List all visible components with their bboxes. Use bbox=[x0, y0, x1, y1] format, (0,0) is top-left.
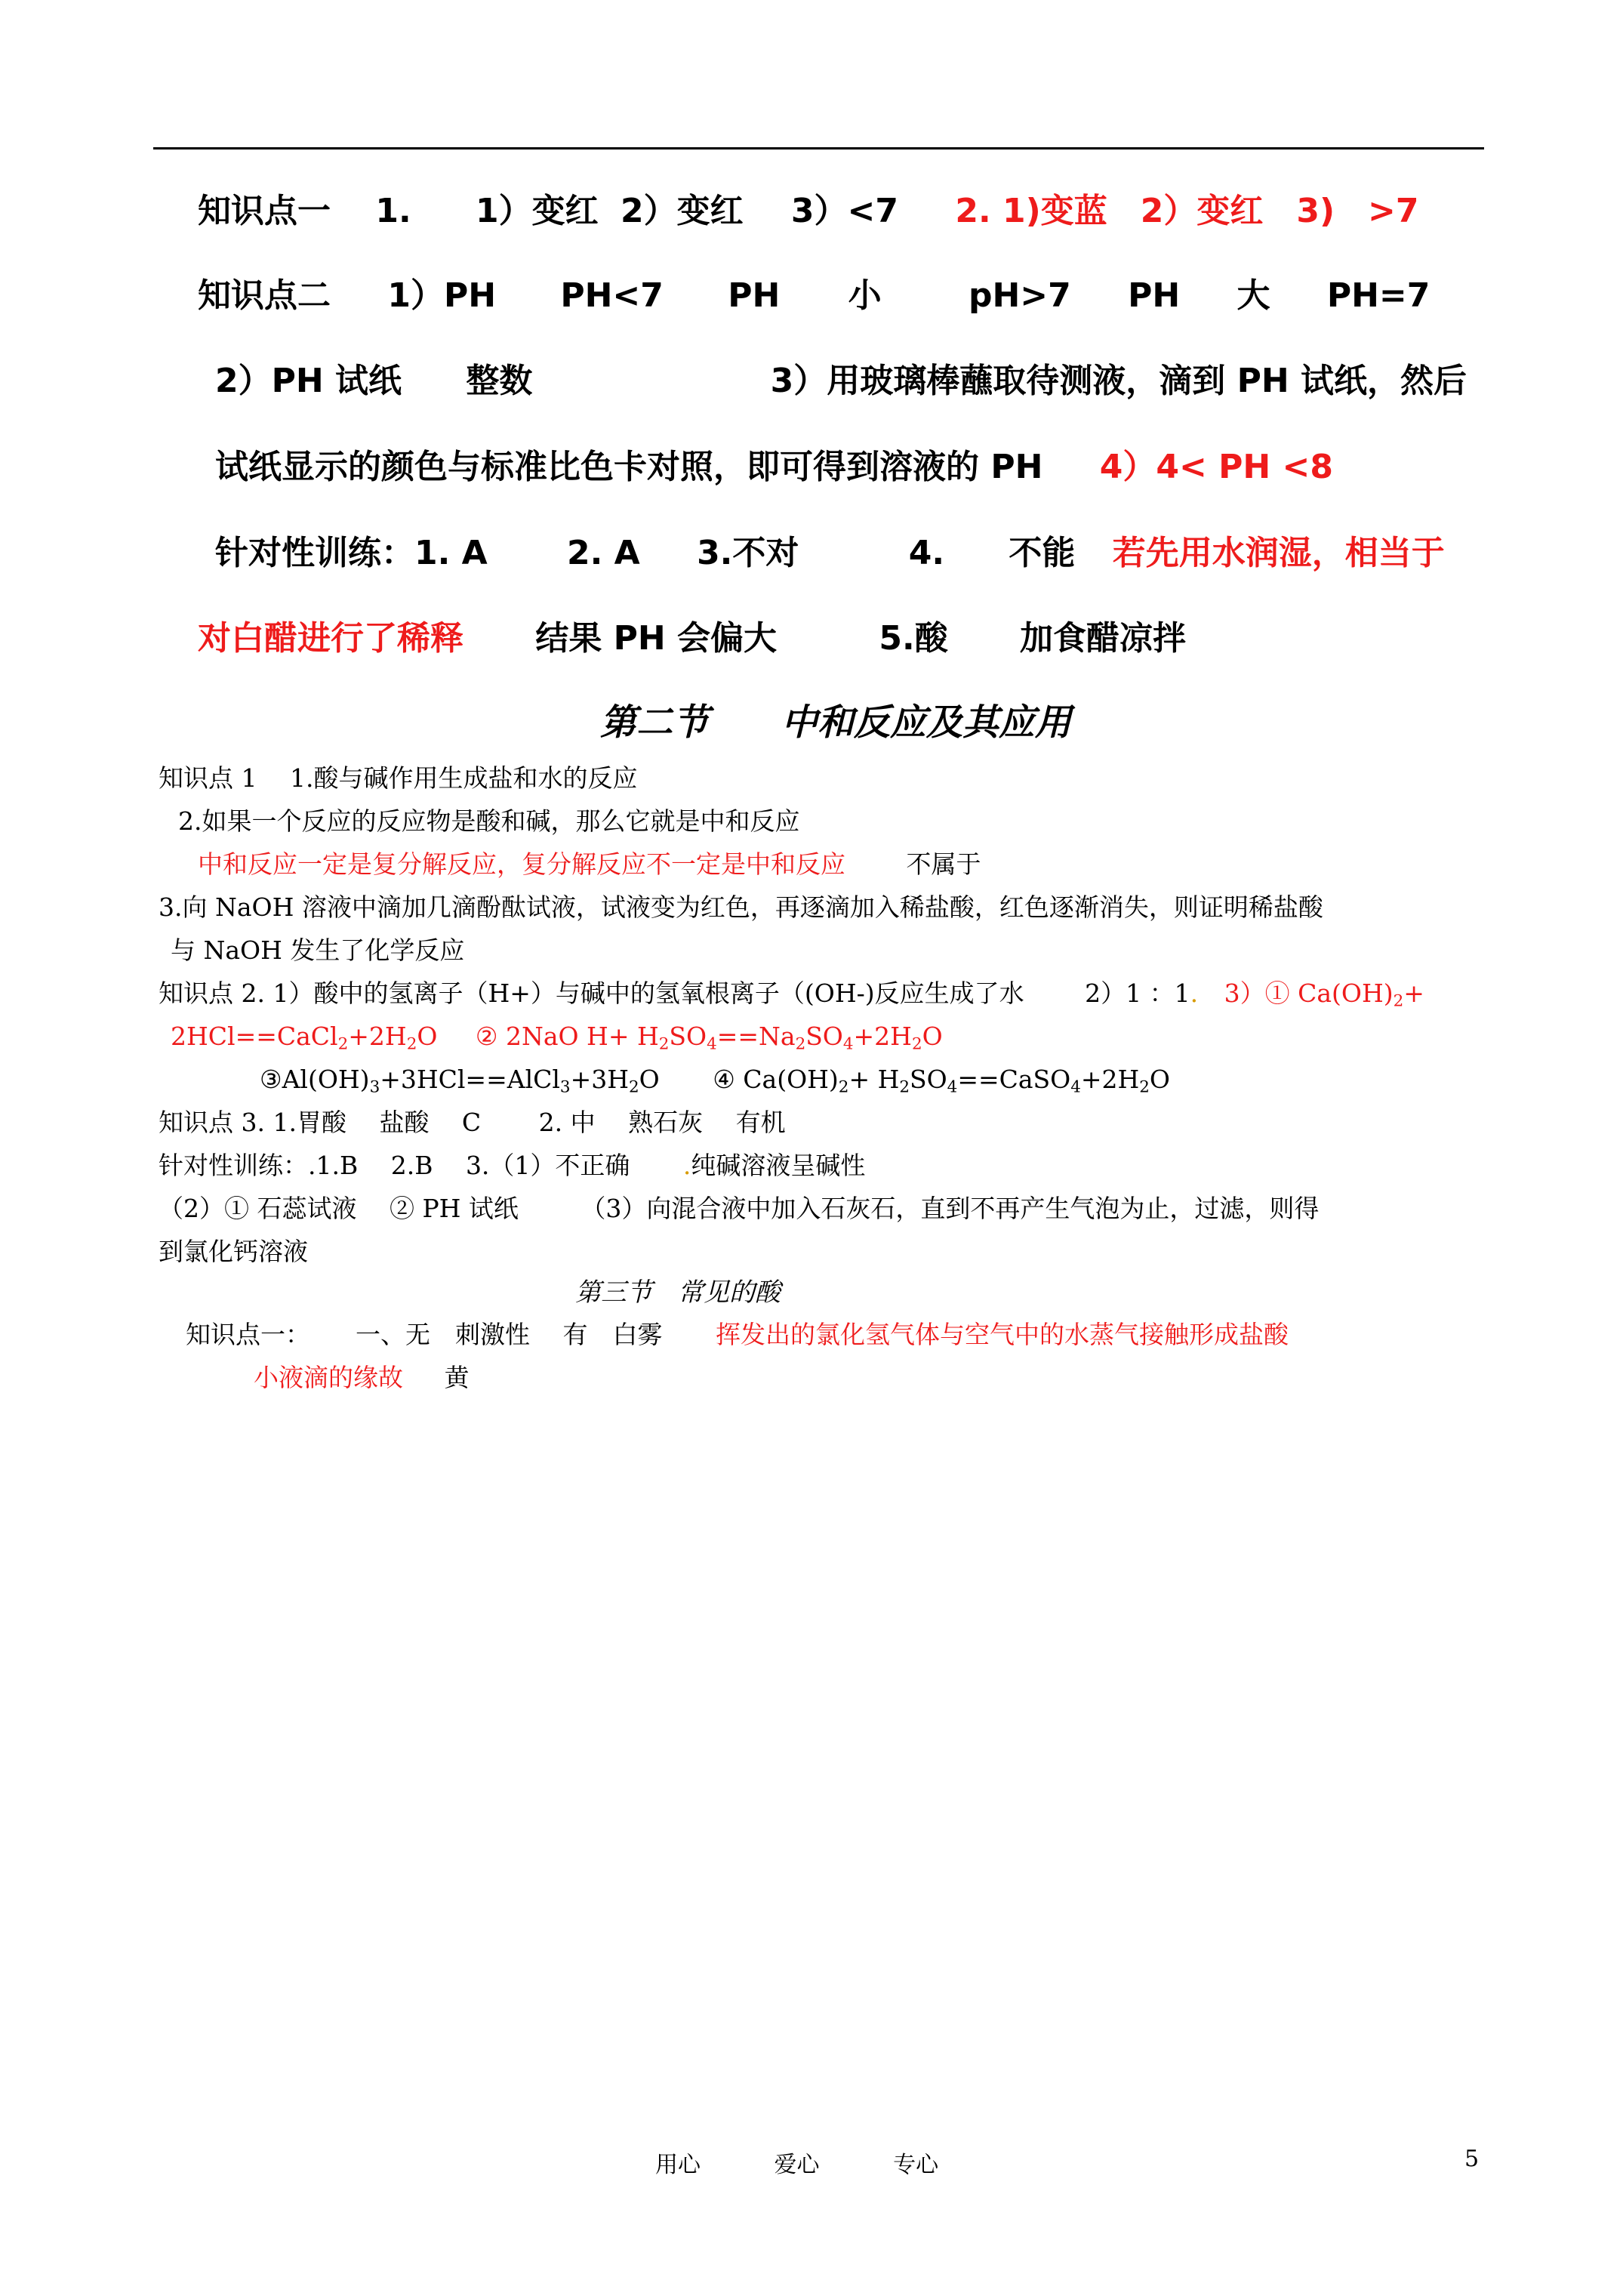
s2-line10-a: 针对性训练：.1.B 2.B 3.（1）不正确 bbox=[159, 1151, 630, 1180]
s2-line10 bbox=[159, 1148, 865, 1183]
eq2-sub: 2 bbox=[337, 1034, 349, 1054]
eq2-sub: 2 bbox=[795, 1034, 806, 1054]
s2-line10-b: 纯碱溶液呈碱性 bbox=[691, 1151, 866, 1180]
eq2-part: O bbox=[417, 1022, 438, 1051]
train1-line2-red: 对白醋进行了稀释 bbox=[198, 619, 463, 658]
eq3-second bbox=[713, 1065, 1170, 1097]
k2-item: PH=7 bbox=[1326, 276, 1431, 315]
k2-line3 bbox=[215, 445, 1333, 490]
eq3-part: + H bbox=[848, 1065, 900, 1094]
eq3-sub: 4 bbox=[947, 1077, 958, 1097]
k2-line3-red: 4）4< PH <8 bbox=[1099, 448, 1334, 486]
k1-c: 3）<7 bbox=[790, 192, 899, 230]
s3-line1-red: 挥发出的氯化氢气体与空气中的水蒸气接触形成盐酸 bbox=[715, 1320, 1289, 1349]
s3-line2-red: 小液滴的缘故 bbox=[254, 1363, 403, 1392]
s2-line9: 知识点 3. 1.胃酸 盐酸 C 2. 中 熟石灰 有机 bbox=[159, 1108, 786, 1137]
k2-item: pH>7 bbox=[968, 276, 1071, 315]
train1-line2-b: 结果 PH 会偏大 bbox=[535, 619, 778, 658]
k1-n1: 1. bbox=[375, 192, 411, 230]
k2-item: PH bbox=[1128, 276, 1181, 315]
page-number: 5 bbox=[1464, 2146, 1480, 2172]
s2-line6-dot: . bbox=[1190, 978, 1199, 1008]
k2-item: 小 bbox=[848, 276, 882, 315]
eq2-part: ② 2NaO H+ H bbox=[475, 1022, 659, 1051]
s2-line8-eq bbox=[260, 1062, 1170, 1105]
s3-line1-black: 知识点一： 一、无 刺激性 有 白雾 bbox=[186, 1320, 663, 1349]
eq3-sub: 3 bbox=[559, 1077, 571, 1097]
eq1-part: 3）① Ca(OH) bbox=[1224, 978, 1394, 1008]
s2-line3-black: 不属于 bbox=[906, 849, 981, 879]
eq3-sub: 2 bbox=[629, 1077, 639, 1097]
eq2-sub: 2 bbox=[911, 1034, 922, 1054]
eq2-part: +2H bbox=[348, 1022, 407, 1051]
eq3-sub: 3 bbox=[369, 1077, 380, 1097]
s2-line3 bbox=[198, 847, 981, 882]
eq2-part: 2HCl==CaCl bbox=[171, 1022, 338, 1051]
footer bbox=[655, 2146, 938, 2179]
eq3-part: O bbox=[1149, 1065, 1170, 1094]
s2-line3-red: 中和反应一定是复分解反应，复分解反应不一定是中和反应 bbox=[198, 849, 845, 879]
train1-red: 若先用水润湿，相当于 bbox=[1112, 534, 1445, 572]
eq3-part: ④ Ca(OH) bbox=[713, 1065, 839, 1094]
eq3-sub: 2 bbox=[838, 1077, 849, 1097]
eq3-part: +3HCl==AlCl bbox=[380, 1065, 560, 1094]
train1-line2-d: 加食醋凉拌 bbox=[1020, 619, 1187, 658]
eq1-part: + bbox=[1403, 978, 1424, 1008]
footer-motto-1: 用心 bbox=[655, 2152, 701, 2178]
s2-line5: 与 NaOH 发生了化学反应 bbox=[171, 935, 465, 965]
eq2-sub: 2 bbox=[658, 1034, 670, 1054]
footer-motto-2: 爱心 bbox=[774, 2152, 820, 2178]
s3-line2 bbox=[254, 1361, 470, 1395]
k2-line bbox=[198, 273, 1430, 319]
k1-a: 1）变红 bbox=[476, 192, 599, 230]
train1-b: 2. A bbox=[567, 534, 640, 572]
eq3-sub: 2 bbox=[1139, 1077, 1150, 1097]
s3-line1 bbox=[186, 1318, 1289, 1352]
s2-line6-b: 2）1 ：1 bbox=[1085, 978, 1190, 1008]
s2-line11: （2）① 石蕊试液 ② PH 试纸 （3）向混合液中加入石灰石，直到不再产生气泡为止，过滤，则得 bbox=[159, 1194, 1320, 1223]
header-rule bbox=[153, 147, 1484, 149]
s2-line10-dot: . bbox=[682, 1151, 691, 1180]
eq2-part: SO bbox=[669, 1022, 707, 1051]
train1-line2-c: 5.酸 bbox=[879, 619, 948, 658]
k2-label: 知识点二 bbox=[198, 276, 331, 315]
s2-line6 bbox=[159, 976, 1424, 1019]
train1-d: 4. bbox=[908, 534, 945, 572]
eq3-part: +2H bbox=[1080, 1065, 1140, 1094]
k1-line bbox=[198, 189, 1419, 234]
eq3-sub: 4 bbox=[1070, 1077, 1081, 1097]
eq3-part: +3H bbox=[570, 1065, 629, 1094]
s2-line12: 到氯化钙溶液 bbox=[159, 1237, 308, 1266]
eq3-part: O bbox=[639, 1065, 660, 1094]
eq2-part: O bbox=[922, 1022, 943, 1051]
eq2-part: +2H bbox=[853, 1022, 912, 1051]
eq2-second bbox=[475, 1022, 943, 1054]
eq2-sub: 4 bbox=[707, 1034, 717, 1054]
k1-b: 2）变红 bbox=[620, 192, 744, 230]
section2-title: 第二节 中和反应及其应用 bbox=[600, 701, 1072, 744]
s2-line7 bbox=[171, 1019, 943, 1062]
k2-line3-a: 试纸显示的颜色与标准比色卡对照，即可得到溶液的 PH bbox=[215, 448, 1043, 486]
train1-line2 bbox=[198, 616, 1186, 661]
eq3-part: ③Al(OH) bbox=[260, 1065, 370, 1094]
train1-e: 不能 bbox=[1009, 534, 1076, 572]
k2-line2-b: 整数 bbox=[466, 362, 533, 400]
s2-line2: 2.如果一个反应的反应物是酸和碱，那么它就是中和反应 bbox=[178, 806, 800, 836]
s2-line1: 知识点 1 1.酸与碱作用生成盐和水的反应 bbox=[159, 763, 638, 793]
footer-motto-3: 专心 bbox=[893, 2152, 939, 2178]
eq2-sub: 2 bbox=[406, 1034, 417, 1054]
eq3-part: ==CaSO bbox=[957, 1065, 1071, 1094]
train1-line bbox=[215, 531, 1445, 576]
k2-line2 bbox=[215, 359, 1467, 404]
s3-line2-black: 黄 bbox=[444, 1363, 470, 1392]
eq1-sub: 2 bbox=[1393, 991, 1404, 1011]
k2-item: PH bbox=[728, 276, 781, 315]
k2-item: PH<7 bbox=[560, 276, 664, 315]
eq2-sub: 4 bbox=[842, 1034, 854, 1054]
eq3-part: SO bbox=[910, 1065, 947, 1094]
k1-label: 知识点一 bbox=[198, 192, 331, 230]
s2-line4: 3.向 NaOH 溶液中滴加几滴酚酞试液，试液变为红色，再逐滴加入稀盐酸，红色逐渐消失，则证明稀盐酸 bbox=[159, 892, 1323, 922]
eq2-part: ==Na bbox=[716, 1022, 796, 1051]
k2-line2-c: 3）用玻璃棒蘸取待测液，滴到 PH 试纸，然后 bbox=[770, 362, 1467, 400]
s2-line6-c bbox=[1224, 978, 1424, 1011]
train1-c: 3.不对 bbox=[697, 534, 799, 572]
eq3-sub: 2 bbox=[899, 1077, 910, 1097]
k2-line2-a: 2）PH 试纸 bbox=[215, 362, 402, 400]
k1-red: 2. 1)变蓝 2）变红 3) >7 bbox=[955, 192, 1419, 230]
k2-item: 大 bbox=[1236, 276, 1270, 315]
section3-title: 第三节 常见的酸 bbox=[575, 1277, 781, 1308]
eq2-part: SO bbox=[805, 1022, 843, 1051]
s2-line6-a: 知识点 2. 1）酸中的氢离子（H+）与碱中的氢氧根离子（(OH-)反应生成了水 bbox=[159, 978, 1024, 1008]
k2-item: 1）PH bbox=[387, 276, 497, 315]
train1-a: 针对性训练：1. A bbox=[215, 534, 488, 572]
